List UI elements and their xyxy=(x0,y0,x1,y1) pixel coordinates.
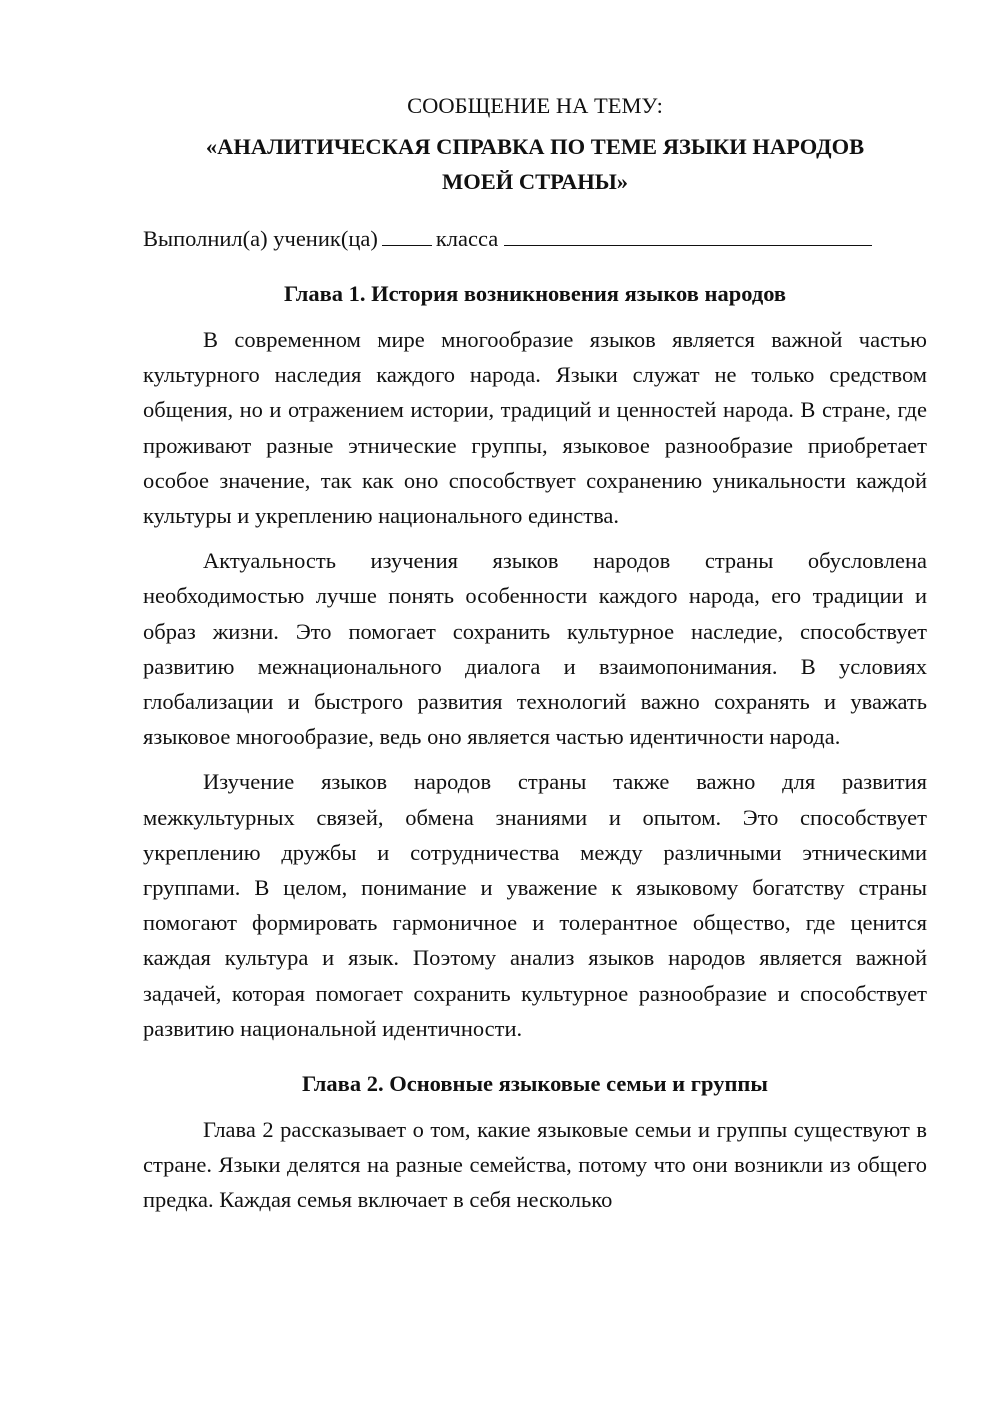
chapter-1-heading: Глава 1. История возникновения языков народов xyxy=(283,281,787,306)
document-title xyxy=(143,129,927,199)
document-title-line-1: «АНАЛИТИЧЕСКАЯ СПРАВКА ПО ТЕМЕ ЯЗЫКИ НАРОДОВ xyxy=(205,134,865,159)
chapter-1-paragraph-1: В современном мире многообразие языков является важной частью культурного наследия каждого народа. Языки служат не только средством общения, но и отражением истории, традиций и ценностей народа. В стране, где проживают разные этнические группы, языковое разнообразие приобретает особое значение, так как оно способствует сохранению уникальности каждой культуры и укреплению национального единства. xyxy=(143,327,927,529)
class-label: класса xyxy=(435,226,499,251)
chapter-1-paragraph-2: Актуальность изучения языков народов страны обусловлена необходимостью лучше понять особенности каждого народа, его традиции и образ жизни. Это помогает сохранить культурное наследие, способствует развитию межнационального диалога и взаимопонимания. В условиях глобализации и быстрого развития технологий важно сохранять и уважать языковое многообразие, ведь оно является частью идентичности народа. xyxy=(143,548,927,750)
chapter-2-paragraph-1: Глава 2 рассказывает о том, какие языковые семьи и группы существуют в стране. Языки делятся на разные семейства, потому что они возникли из общего предка. Каждая семья включает в себя несколько xyxy=(143,1117,927,1213)
grade-blank xyxy=(382,221,432,246)
name-blank xyxy=(504,221,872,246)
document-page xyxy=(143,88,927,1228)
author-prefix: Выполнил(а) ученик(ца) xyxy=(143,226,378,251)
chapter-1-paragraph-3: Изучение языков народов страны также важно для развития межкультурных связей, обмена знаниями и опытом. Это способствует укреплению дружбы и сотрудничества между различными этническими группами. В целом, понимание и уважение к языковому богатству страны помогают формировать гармоничное и толерантное общество, где ценится каждая культура и язык. Поэтому анализ языков народов является важной задачей, которая помогает сохранить культурное разнообразие и способствует развитию национальной идентичности. xyxy=(143,769,927,1041)
document-title-line-2: МОЕЙ СТРАНЫ» xyxy=(441,169,629,194)
chapter-2-heading: Глава 2. Основные языковые семьи и группы xyxy=(302,1071,768,1097)
author-line xyxy=(143,221,927,256)
topic-label: СООБЩЕНИЕ НА ТЕМУ: xyxy=(407,93,663,118)
